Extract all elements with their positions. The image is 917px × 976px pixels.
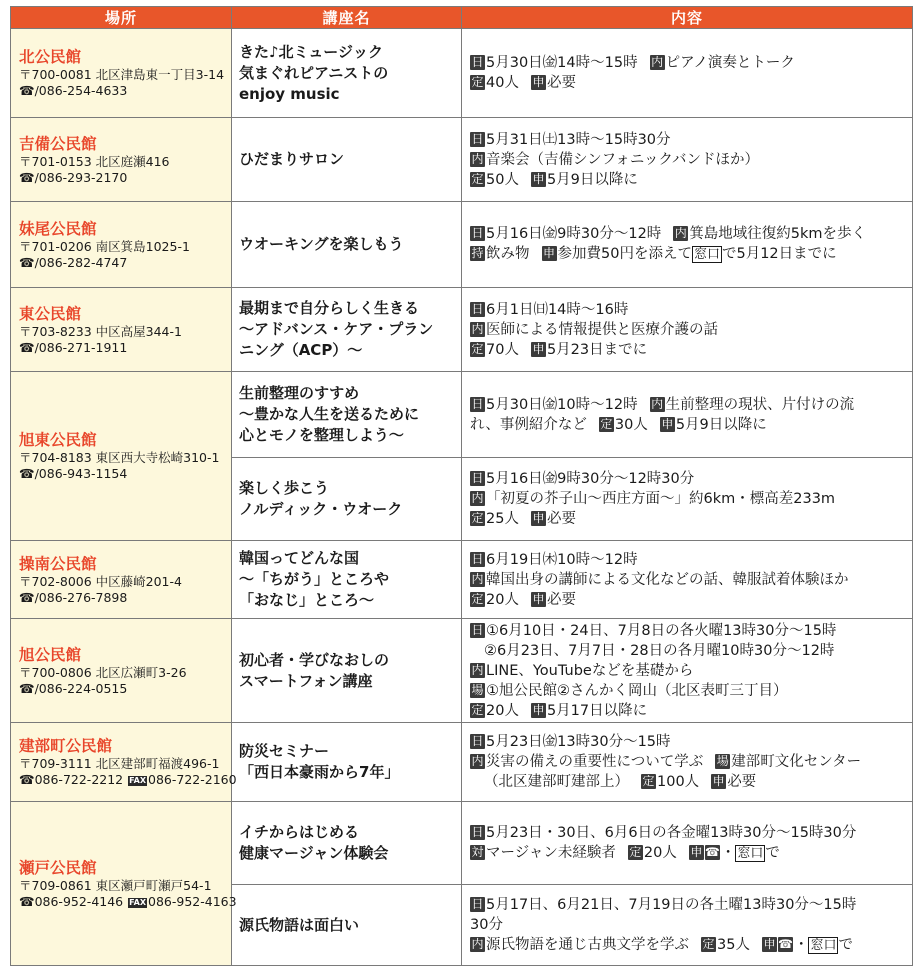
course-name: 初心者・学びなおしの スマートフォン講座 [232, 619, 462, 723]
venue-icon: 場 [471, 682, 484, 697]
table-row [11, 29, 913, 118]
apply-icon: 申 [712, 774, 725, 788]
course-detail: 日 ①6月10日・24日、7月8日の各火曜13時30分～15時 ②6月23日、7月7日・28日の各月曜10時30分～12時 内 LINE、YouTubeなどを基礎から 場 ①旭公民館②さんかく岡山（北区表町三丁目） 定 20人 申 5月17日以降に [462, 619, 913, 723]
venue-icon: 場 [716, 754, 729, 768]
course-detail: 日 5月30日㈮10時～12時 内 生前整理の現状、片付けの流 れ、事例紹介など 定 30人 申 5月9日以降に [462, 372, 913, 458]
course-name: 楽しく歩こう ノルディック・ウオーク [232, 458, 462, 541]
course-name: 源氏物語は面白い [232, 885, 462, 966]
place-name: 吉備公民館 [19, 134, 97, 153]
content-icon: 内 [471, 571, 484, 586]
phone-icon: ☎ [704, 844, 720, 859]
date-icon: 日 [471, 55, 484, 69]
window-label: 窓口 [693, 247, 720, 262]
phone-icon: ☎ [19, 772, 35, 787]
apply-icon: 申 [532, 341, 545, 356]
course-detail: 日 5月23日・30日、6月6日の各金曜13時30分～15時30分 対 マージャン未経験者 定 20人 申 ☎・ 窓口 で [462, 802, 913, 885]
content-icon: 内 [471, 662, 484, 677]
date-icon: 日 [471, 301, 484, 316]
capacity-icon: 定 [471, 75, 484, 89]
course-detail: 日 5月16日㈮9時30分～12時 内 箕島地域往復約5kmを歩く 持 飲み物 申 参加費50円を添えて 窓口 で5月12日までに [462, 202, 913, 288]
content-icon: 内 [471, 754, 484, 768]
apply-icon: 申 [542, 246, 555, 260]
apply-icon: 申 [690, 844, 703, 859]
date-icon: 日 [471, 471, 484, 485]
apply-icon: 申 [661, 416, 674, 431]
place-name: 建部町公民館 [19, 737, 113, 755]
course-name: ひだまりサロン [232, 118, 462, 202]
place-phone: ☎/086-271-1911 [19, 339, 128, 355]
content-icon: 内 [471, 151, 484, 166]
header-content: 内容 [462, 7, 913, 29]
content-icon: 内 [471, 321, 484, 336]
phone-icon: ☎ [19, 589, 35, 605]
table-row [11, 372, 913, 458]
date-icon: 日 [471, 396, 484, 411]
header-place: 場所 [11, 7, 232, 29]
course-detail: 日 6月19日㈭10時～12時 内 韓国出身の講師による文化などの話、韓服試着体験ほか 定 20人 申 必要 [462, 541, 913, 619]
place-name: 妹尾公民館 [19, 219, 97, 238]
place-name: 東公民館 [19, 304, 82, 323]
date-icon: 日 [471, 551, 484, 566]
place-cell [11, 118, 232, 202]
table-row [11, 288, 913, 372]
place-address: 〒703-8233 中区高屋344-1 [19, 323, 182, 339]
course-detail: 日 5月17日、6月21日、7月19日の各土曜13時30分～15時 30分 内 源氏物語を通じ古典文学を学ぶ 定 35人 申 ☎・ 窓口 で [462, 885, 913, 966]
place-phone: ☎/086-293-2170 [19, 169, 128, 185]
content-icon: 内 [674, 226, 687, 240]
window-label: 窓口 [810, 937, 837, 953]
fax-icon: FAX [129, 776, 147, 785]
date-icon: 日 [471, 896, 484, 911]
course-name: ウオーキングを楽しもう [232, 202, 462, 288]
place-cell [11, 372, 232, 541]
table-row [11, 202, 913, 288]
place-phone: ☎/086-224-0515 [19, 680, 128, 696]
course-detail: 日 5月31日㈯13時～15時30分 内 音楽会（吉備シンフォニックバンドほか） 定 50人 申 5月9日以降に [462, 118, 913, 202]
place-address: 〒701-0153 北区庭瀬416 [19, 153, 170, 169]
course-name: 最期まで自分らしく生きる ～アドバンス・ケア・プラン ニング（ACP）～ [232, 288, 462, 372]
course-detail: 日 6月1日㈰14時～16時 内 医師による情報提供と医療介護の話 定 70人 申 5月23日までに [462, 288, 913, 372]
phone-icon: ☎ [777, 936, 793, 951]
place-name: 旭東公民館 [19, 431, 97, 449]
place-cell [11, 802, 237, 966]
apply-icon: 申 [532, 702, 545, 717]
table-row [11, 619, 913, 723]
place-name: 北公民館 [19, 48, 82, 66]
place-phone: ☎/086-254-4633 [19, 83, 128, 98]
bring-icon: 持 [471, 246, 484, 260]
apply-icon: 申 [532, 171, 545, 186]
phone-icon: ☎ [19, 339, 35, 355]
capacity-icon: 定 [471, 341, 484, 356]
date-icon: 日 [471, 226, 484, 240]
phone-icon: ☎ [19, 169, 35, 185]
apply-icon: 申 [763, 936, 776, 951]
place-address: 〒700-0081 北区津島東一丁目3-14 [19, 67, 225, 82]
capacity-icon: 定 [642, 774, 655, 788]
date-icon: 日 [471, 734, 484, 748]
courses-table [10, 6, 913, 966]
place-name: 旭公民館 [19, 645, 82, 664]
table-row [11, 802, 913, 885]
place-address: 〒700-0806 北区広瀬町3-26 [19, 664, 187, 680]
capacity-icon: 定 [471, 591, 484, 606]
place-phone: ☎/086-282-4747 [19, 254, 128, 270]
place-address: 〒702-8006 中区藤崎201-4 [19, 573, 182, 589]
table-header-row [11, 7, 913, 29]
phone-icon: ☎ [19, 893, 35, 909]
course-name: 生前整理のすすめ ～豊かな人生を送るために 心とモノを整理しよう～ [232, 372, 462, 458]
place-cell [11, 723, 237, 802]
content-icon: 内 [471, 936, 484, 951]
place-cell [11, 202, 232, 288]
place-phone: ☎/086-276-7898 [19, 589, 128, 605]
place-name: 操南公民館 [19, 554, 97, 573]
fax-icon: FAX [129, 897, 147, 907]
phone-icon: ☎ [19, 680, 35, 696]
phone-icon: ☎ [19, 83, 35, 98]
place-cell [11, 29, 232, 118]
place-cell [11, 619, 232, 723]
apply-icon: 申 [532, 75, 545, 89]
content-icon: 内 [651, 396, 664, 411]
capacity-icon: 定 [471, 171, 484, 186]
table-row [11, 541, 913, 619]
place-cell [11, 541, 232, 619]
date-icon: 日 [471, 824, 484, 839]
window-label: 窓口 [737, 845, 764, 861]
capacity-icon: 定 [629, 844, 642, 859]
capacity-icon: 定 [471, 511, 484, 525]
phone-icon: ☎ [19, 254, 35, 270]
place-address: 〒704-8183 東区西大寺松崎310-1 [19, 450, 220, 465]
place-name: 瀬戸公民館 [19, 858, 97, 877]
date-icon: 日 [471, 131, 484, 146]
table-row [11, 118, 913, 202]
course-detail: 日 5月16日㈮9時30分～12時30分 内 「初夏の芥子山～西庄方面～」約6km・標高差233m 定 25人 申 必要 [462, 458, 913, 541]
capacity-icon: 定 [702, 936, 715, 951]
place-cell [11, 288, 232, 372]
place-address: 〒709-0861 東区瀬戸町瀬戸54-1 [19, 877, 212, 893]
course-name: イチからはじめる 健康マージャン体験会 [232, 802, 462, 885]
capacity-icon: 定 [471, 702, 484, 717]
phone-icon: ☎ [19, 466, 35, 481]
course-name: 韓国ってどんな国 ～「ちがう」ところや 「おなじ」ところ～ [232, 541, 462, 619]
apply-icon: 申 [532, 511, 545, 525]
content-icon: 内 [651, 55, 664, 69]
course-detail: 日 5月23日㈮13時30分～15時 内 災害の備えの重要性について学ぶ 場 建部町文化センター （北区建部町建部上） 定 100人 申 必要 [462, 723, 913, 802]
header-course: 講座名 [232, 7, 462, 29]
course-name: 防災セミナー 「西日本豪雨から7年」 [232, 723, 462, 802]
apply-icon: 申 [532, 591, 545, 606]
place-address: 〒701-0206 南区箕島1025-1 [19, 238, 190, 254]
course-detail: 日 5月30日㈮14時～15時 内 ピアノ演奏とトーク 定 40人 申 必要 [462, 29, 913, 118]
course-name: きた♪北ミュージック 気まぐれピアニストの enjoy music [232, 29, 462, 118]
place-address: 〒709-3111 北区建部町福渡496-1 [19, 756, 220, 771]
place-phone: ☎086-722-2212 FAX 086-722-2160 [19, 772, 237, 787]
target-icon: 対 [471, 844, 484, 859]
date-icon: 日 [471, 622, 484, 637]
place-phone: ☎086-952-4146 FAX 086-952-4163 [19, 893, 237, 909]
table-row [11, 723, 913, 802]
place-phone: ☎/086-943-1154 [19, 466, 128, 481]
content-icon: 内 [471, 491, 484, 505]
capacity-icon: 定 [600, 416, 613, 431]
